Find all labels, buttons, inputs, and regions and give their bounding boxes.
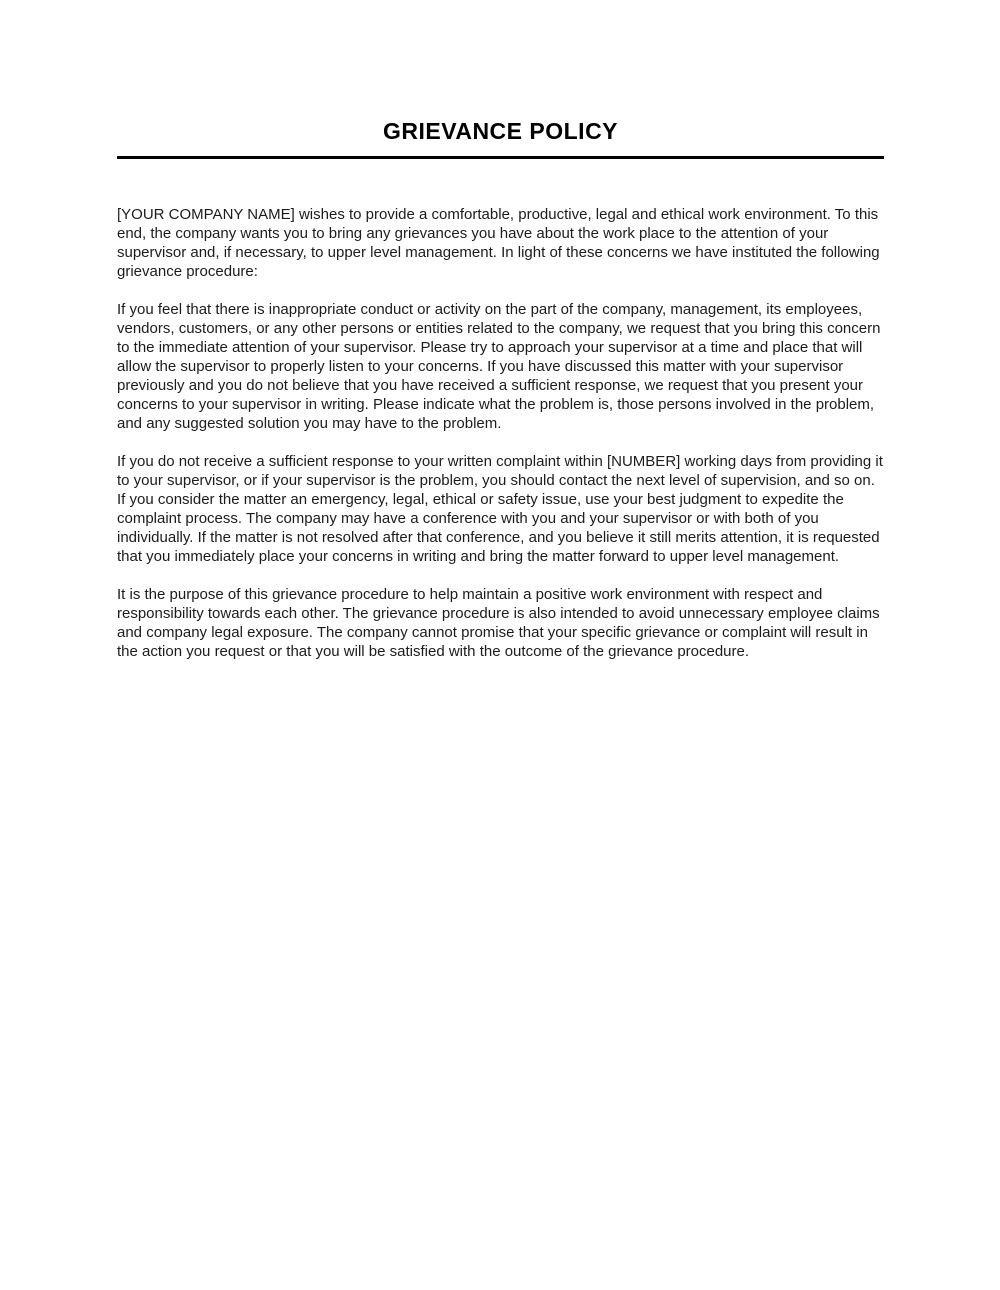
paragraph-reporting-procedure: If you feel that there is inappropriate conduct or activity on the part of the company, management, its employees, vendors, customers, or any other persons or entities related to the company, we request that you bring this concern to the immediate attention of your supervisor. Please try to approach your supervisor at a time and place that will allow the supervisor to properly listen to your concerns. If you have discussed this matter with your supervisor previously and you do not believe that you have received a sufficient response, we request that you present your concerns to your supervisor in writing. Please indicate what the problem is, those persons involved in the problem, and any suggested solution you may have to the problem. xyxy=(117,301,881,432)
document-content xyxy=(117,0,884,661)
document-body xyxy=(117,205,884,661)
paragraph-purpose: It is the purpose of this grievance procedure to help maintain a positive work environment with respect and responsibility towards each other. The grievance procedure is also intended to avoid unnecessary employee claims and company legal exposure. The company cannot promise that your specific grievance or complaint will result in the action you request or that you will be satisfied with the outcome of the grievance procedure. xyxy=(117,586,880,660)
paragraph-intro: [YOUR COMPANY NAME] wishes to provide a comfortable, productive, legal and ethical work environment. To this end, the company wants you to bring any grievances you have about the work place to the attention of your supervisor and, if necessary, to upper level management. In light of these concerns we have instituted the following grievance procedure: xyxy=(117,206,880,280)
page-title: GRIEVANCE POLICY xyxy=(382,118,619,144)
paragraph-escalation: If you do not receive a sufficient response to your written complaint within [NUMBER] working days from providing it to your supervisor, or if your supervisor is the problem, you should contact the next level of supervision, and so on. If you consider the matter an emergency, legal, ethical or safety issue, use your best judgment to expedite the complaint process. The company may have a conference with you and your supervisor or with both of you individually. If the matter is not resolved after that conference, and you believe it still merits attention, it is requested that you immediately place your concerns in writing and bring the matter forward to upper level management. xyxy=(117,453,883,565)
title-divider xyxy=(117,156,884,159)
